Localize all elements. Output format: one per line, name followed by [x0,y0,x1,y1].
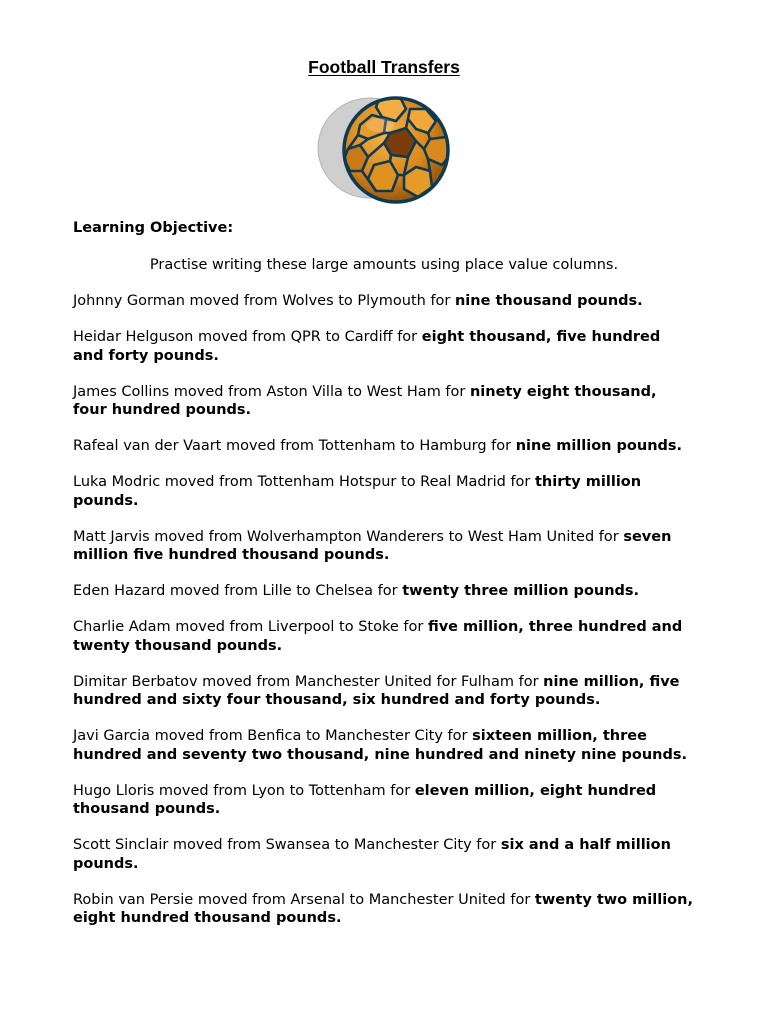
transfer-item [73,891,695,928]
transfer-item [73,383,695,420]
transfer-description: Matt Jarvis moved from Wolverhampton Wanderers to West Ham United for [73,528,624,545]
transfer-item [73,437,695,456]
transfer-description: Robin van Persie moved from Arsenal to Manchester United for [73,891,535,908]
transfer-item [73,473,695,510]
page-title: Football Transfers [308,57,460,77]
transfer-description: Charlie Adam moved from Liverpool to Stoke for [73,619,428,635]
learning-objective-heading: Learning Objective: [73,220,234,236]
transfer-amount: eleven million, eight hundred thousand pounds. [73,782,657,817]
transfer-item [73,673,695,710]
transfer-description: Javi Garcia moved from Benfica to Manchester City for [73,728,473,744]
transfer-item [73,582,695,601]
transfer-item [73,727,695,764]
transfer-item [73,782,695,819]
transfer-description: Johnny Gorman moved from Wolves to Plymouth for [73,293,455,309]
transfer-amount: nine thousand pounds. [454,293,643,309]
transfer-description: James Collins moved from Aston Villa to West Ham for [73,383,470,400]
transfer-list [73,292,695,945]
transfer-amount: twenty two million, eight hundred thousand pounds. [73,891,693,926]
transfer-item [73,836,695,873]
transfer-amount: thirty million pounds. [73,474,642,509]
transfer-amount: twenty three million pounds. [402,583,640,599]
transfer-amount: nine million pounds. [515,438,683,454]
transfer-amount: seven million five hundred thousand pounds. [73,528,672,563]
transfer-amount: eight thousand, five hundred and forty pounds. [73,329,661,364]
transfer-description: Dimitar Berbatov moved from Manchester United for Fulham for [73,673,544,690]
football-icon [312,95,457,205]
transfer-description: Scott Sinclair moved from Swansea to Manchester City for [73,837,501,853]
transfer-item [73,618,695,655]
transfer-item [73,528,695,565]
transfer-amount: sixteen million, three hundred and seventy two thousand, nine hundred and ninety nine pounds. [73,728,688,763]
transfer-description: Hugo Lloris moved from Lyon to Tottenham for [73,782,415,799]
transfer-amount: nine million, five hundred and sixty four thousand, six hundred and forty pounds. [73,673,680,708]
transfer-description: Rafeal van der Vaart moved from Tottenham to Hamburg for [73,438,516,454]
transfer-amount: ninety eight thousand, four hundred pounds. [73,383,657,418]
transfer-amount: six and a half million pounds. [73,837,671,872]
transfer-description: Eden Hazard moved from Lille to Chelsea for [73,583,403,599]
transfer-item [73,292,695,311]
transfer-amount: five million, three hundred and twenty thousand pounds. [73,619,683,654]
transfer-description: Luka Modric moved from Tottenham Hotspur to Real Madrid for [73,474,535,490]
learning-objective-text: Practise writing these large amounts using place value columns. [149,257,619,273]
transfer-description: Heidar Helguson moved from QPR to Cardiff for [73,329,422,345]
transfer-item [73,328,695,365]
